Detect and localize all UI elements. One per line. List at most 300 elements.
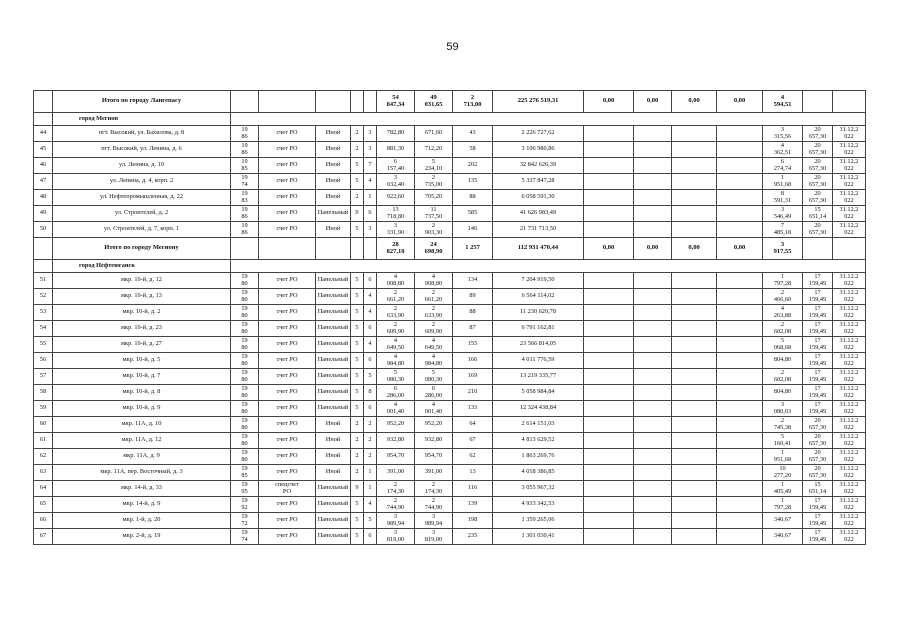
empty-cell [316, 238, 351, 260]
row-number: 60 [34, 417, 53, 433]
entrances: 2 [364, 449, 377, 465]
deadline: 31.12.2 022 [833, 529, 866, 545]
deadline: 31.12.2 022 [833, 337, 866, 353]
entrances: 2 [364, 417, 377, 433]
table-row [34, 369, 866, 385]
area-total: 13 718,80 [377, 206, 415, 222]
max-unit-cost: 17 159,49 [803, 321, 833, 337]
residents: 198 [453, 513, 493, 529]
empty-cell [717, 465, 763, 481]
table-row [34, 529, 866, 545]
table-row [34, 401, 866, 417]
empty-cell [584, 206, 634, 222]
area-living: 2 744,90 [415, 497, 453, 513]
year-built: 19 80 [231, 369, 259, 385]
table-row [34, 481, 866, 497]
empty-cell [634, 449, 672, 465]
empty-cell [34, 91, 53, 113]
max-unit-cost: 20 657,30 [803, 190, 833, 206]
empty-cell [634, 289, 672, 305]
empty-cell [717, 158, 763, 174]
area-living: 2 633,90 [415, 305, 453, 321]
empty-cell [717, 222, 763, 238]
area-total: 3 989,94 [377, 513, 415, 529]
unit-cost: 10 277,20 [763, 465, 803, 481]
area-total: 3 331,90 [377, 222, 415, 238]
fund-method: спецсчет РО [259, 481, 316, 497]
deadline: 31.12.2 022 [833, 174, 866, 190]
empty-cell [717, 206, 763, 222]
floors: 5 [351, 401, 364, 417]
empty-cell [717, 289, 763, 305]
year-built: 19 86 [231, 206, 259, 222]
empty-cell [634, 321, 672, 337]
max-unit-cost: 20 657,30 [803, 433, 833, 449]
floors: 5 [351, 174, 364, 190]
area-living: 2 735,00 [415, 174, 453, 190]
unit-cost: 4 362,51 [763, 142, 803, 158]
fund-method: счет РО [259, 174, 316, 190]
address: мкр. 11А, д. 9 [53, 449, 231, 465]
repair-cost: 2 614 151,03 [493, 417, 584, 433]
empty-cell [672, 529, 717, 545]
total-cost: 112 931 470,44 [493, 238, 584, 260]
unit-cost: 804,80 [763, 385, 803, 401]
year-built: 19 80 [231, 353, 259, 369]
empty-cell [584, 385, 634, 401]
year-built: 19 80 [231, 401, 259, 417]
repair-cost: 6 564 114,02 [493, 289, 584, 305]
empty-cell [717, 369, 763, 385]
wall-material: Иной [316, 174, 351, 190]
area-living: 391,00 [415, 465, 453, 481]
address: ул. Строителей, д. 2 [53, 206, 231, 222]
empty-cell [584, 497, 634, 513]
wall-material: Панельный [316, 337, 351, 353]
table-row [34, 142, 866, 158]
fund-method: счет РО [259, 321, 316, 337]
wall-material: Иной [316, 417, 351, 433]
fund-method: счет РО [259, 222, 316, 238]
deadline: 31.12.2 022 [833, 369, 866, 385]
empty-cell [672, 222, 717, 238]
total-residents: 2 713,00 [453, 91, 493, 113]
empty-cell [351, 238, 364, 260]
area-living: 2 903,30 [415, 222, 453, 238]
deadline: 31.12.2 022 [833, 206, 866, 222]
area-total: 782,80 [377, 126, 415, 142]
repair-cost: 1 863 269,76 [493, 449, 584, 465]
fund-method: счет РО [259, 273, 316, 289]
total-zero-2: 0,00 [634, 91, 672, 113]
floors: 5 [351, 369, 364, 385]
wall-material: Панельный [316, 513, 351, 529]
wall-material: Иной [316, 433, 351, 449]
empty-cell [672, 513, 717, 529]
max-unit-cost: 17 159,49 [803, 337, 833, 353]
floors: 5 [351, 385, 364, 401]
empty-cell [634, 126, 672, 142]
floors: 2 [351, 433, 364, 449]
table-row [34, 305, 866, 321]
empty-cell [672, 305, 717, 321]
floors: 5 [351, 353, 364, 369]
repair-cost: 23 566 814,05 [493, 337, 584, 353]
entrances: 4 [364, 289, 377, 305]
empty-cell [231, 238, 259, 260]
fund-method: счет РО [259, 142, 316, 158]
year-built: 19 74 [231, 174, 259, 190]
row-number: 44 [34, 126, 53, 142]
residents: 202 [453, 158, 493, 174]
area-total: 5 080,30 [377, 369, 415, 385]
row-number: 52 [34, 289, 53, 305]
total-label: Итого по городу Мегиону [53, 238, 231, 260]
empty-cell [634, 158, 672, 174]
address: мкр. 1-й, д. 20 [53, 513, 231, 529]
entrances: 3 [364, 126, 377, 142]
area-total: 2 744,90 [377, 497, 415, 513]
address: мкр. 10-й, д. 13 [53, 289, 231, 305]
row-number: 64 [34, 481, 53, 497]
table-row [34, 206, 866, 222]
address: ул. Ленина, д. 10 [53, 158, 231, 174]
area-living: 2 609,90 [415, 321, 453, 337]
empty-cell [672, 385, 717, 401]
row-number: 51 [34, 273, 53, 289]
table-row [34, 353, 866, 369]
year-built: 19 80 [231, 385, 259, 401]
repair-cost: 4 813 629,52 [493, 433, 584, 449]
empty-cell [634, 417, 672, 433]
deadline: 31.12.2 022 [833, 433, 866, 449]
unit-cost: 1 797,28 [763, 497, 803, 513]
repair-cost: 13 219 335,77 [493, 369, 584, 385]
area-total: 4 001,40 [377, 401, 415, 417]
entrances: 6 [364, 353, 377, 369]
floors: 5 [351, 497, 364, 513]
deadline: 31.12.2 022 [833, 417, 866, 433]
empty-cell [584, 126, 634, 142]
year-built: 19 80 [231, 273, 259, 289]
max-unit-cost: 20 657,30 [803, 465, 833, 481]
repair-cost: 32 842 626,39 [493, 158, 584, 174]
repair-cost: 6 058 591,30 [493, 190, 584, 206]
empty-cell [584, 305, 634, 321]
residents: 58 [453, 142, 493, 158]
total-area-living: 24 698,90 [415, 238, 453, 260]
empty-cell [584, 190, 634, 206]
page-number: 59 [446, 41, 459, 53]
empty-cell [584, 337, 634, 353]
empty-cell [584, 142, 634, 158]
unit-cost: 1 951,68 [763, 174, 803, 190]
floors: 2 [351, 417, 364, 433]
row-number: 61 [34, 433, 53, 449]
floors: 5 [351, 222, 364, 238]
total-zero-1: 0,00 [584, 238, 634, 260]
table-row [34, 433, 866, 449]
empty-cell [351, 91, 364, 113]
wall-material: Панельный [316, 401, 351, 417]
area-living: 4 649,50 [415, 337, 453, 353]
empty-cell [672, 174, 717, 190]
deadline: 31.12.2 022 [833, 513, 866, 529]
entrances: 5 [364, 513, 377, 529]
unit-cost: 6 274,74 [763, 158, 803, 174]
deadline: 31.12.2 022 [833, 142, 866, 158]
wall-material: Панельный [316, 206, 351, 222]
total-area-total: 28 827,10 [377, 238, 415, 260]
empty-cell [717, 273, 763, 289]
area-total: 922,60 [377, 190, 415, 206]
wall-material: Иной [316, 158, 351, 174]
residents: 166 [453, 353, 493, 369]
empty-cell [634, 273, 672, 289]
row-number: 47 [34, 174, 53, 190]
year-built: 19 85 [231, 465, 259, 481]
repair-cost: 1 359 265,06 [493, 513, 584, 529]
capital-repair-table [33, 90, 866, 545]
unit-cost: 804,80 [763, 353, 803, 369]
total-label: Итого по городу Лангепасу [53, 91, 231, 113]
floors: 5 [351, 529, 364, 545]
empty-cell [672, 273, 717, 289]
residents: 235 [453, 529, 493, 545]
unit-cost: 8 591,31 [763, 190, 803, 206]
empty-cell [584, 222, 634, 238]
empty-cell [634, 465, 672, 481]
max-unit-cost: 20 657,30 [803, 222, 833, 238]
year-built: 19 80 [231, 337, 259, 353]
deadline: 31.12.2 022 [833, 126, 866, 142]
unit-cost: 340,67 [763, 513, 803, 529]
fund-method: счет РО [259, 433, 316, 449]
empty-cell [672, 337, 717, 353]
residents: 155 [453, 337, 493, 353]
address: мкр. 11А, д. 12 [53, 433, 231, 449]
empty-cell [672, 401, 717, 417]
wall-material: Панельный [316, 353, 351, 369]
empty-cell [717, 353, 763, 369]
address: пгт. Высокий, ул. Бахилова, д. 8 [53, 126, 231, 142]
fund-method: счет РО [259, 305, 316, 321]
residents: 139 [453, 497, 493, 513]
row-number: 48 [34, 190, 53, 206]
table-row [34, 465, 866, 481]
unit-cost: 1 797,28 [763, 273, 803, 289]
year-built: 19 80 [231, 321, 259, 337]
fund-method: счет РО [259, 190, 316, 206]
residents: 585 [453, 206, 493, 222]
empty-cell [717, 449, 763, 465]
floors: 2 [351, 142, 364, 158]
row-number: 57 [34, 369, 53, 385]
address: ул. Нефтепромышленная, д. 22 [53, 190, 231, 206]
floors: 2 [351, 126, 364, 142]
table-row [34, 513, 866, 529]
area-total: 952,20 [377, 417, 415, 433]
empty-cell [672, 369, 717, 385]
empty-cell [672, 321, 717, 337]
residents: 89 [453, 289, 493, 305]
entrances: 1 [364, 465, 377, 481]
entrances: 4 [364, 337, 377, 353]
deadline: 31.12.2 022 [833, 158, 866, 174]
unit-cost: 340,67 [763, 529, 803, 545]
empty-cell [634, 529, 672, 545]
empty-cell [717, 433, 763, 449]
area-total: 2 661,20 [377, 289, 415, 305]
address: мкр. 10-й, д. 12 [53, 273, 231, 289]
address: мкр. 14-й, д. 33 [53, 481, 231, 497]
unit-cost: 4 263,88 [763, 305, 803, 321]
empty-cell [634, 433, 672, 449]
floors: 2 [351, 449, 364, 465]
wall-material: Панельный [316, 273, 351, 289]
empty-cell [672, 289, 717, 305]
unit-cost: 7 485,18 [763, 222, 803, 238]
entrances: 5 [364, 369, 377, 385]
max-unit-cost: 17 159,49 [803, 513, 833, 529]
fund-method: счет РО [259, 513, 316, 529]
year-built: 19 80 [231, 417, 259, 433]
repair-cost: 1 301 030,41 [493, 529, 584, 545]
year-built: 19 85 [231, 158, 259, 174]
wall-material: Иной [316, 449, 351, 465]
residents: 116 [453, 481, 493, 497]
area-total: 3 819,00 [377, 529, 415, 545]
entrances: 6 [364, 529, 377, 545]
deadline: 31.12.2 022 [833, 481, 866, 497]
wall-material: Иной [316, 465, 351, 481]
empty-cell [231, 113, 866, 126]
empty-cell [634, 337, 672, 353]
total-area-living: 49 031,65 [415, 91, 453, 113]
table-row [34, 321, 866, 337]
empty-cell [584, 289, 634, 305]
wall-material: Панельный [316, 385, 351, 401]
empty-cell [803, 238, 833, 260]
area-living: 2 174,30 [415, 481, 453, 497]
entrances: 1 [364, 481, 377, 497]
area-total: 2 174,30 [377, 481, 415, 497]
table-row [34, 417, 866, 433]
max-unit-cost: 20 657,30 [803, 126, 833, 142]
empty-cell [634, 513, 672, 529]
address: мкр. 10-й, д. 7 [53, 369, 231, 385]
empty-cell [672, 449, 717, 465]
deadline: 31.12.2 022 [833, 401, 866, 417]
table-row [34, 126, 866, 142]
year-built: 19 92 [231, 497, 259, 513]
total-zero-3: 0,00 [672, 91, 717, 113]
repair-cost: 3 055 967,32 [493, 481, 584, 497]
area-total: 6 286,00 [377, 385, 415, 401]
max-unit-cost: 20 657,30 [803, 158, 833, 174]
residents: 134 [453, 273, 493, 289]
empty-cell [584, 273, 634, 289]
deadline: 31.12.2 022 [833, 222, 866, 238]
empty-cell [584, 465, 634, 481]
empty-cell [634, 222, 672, 238]
empty-cell [717, 417, 763, 433]
deadline: 31.12.2 022 [833, 190, 866, 206]
empty-cell [584, 369, 634, 385]
total-zero-4: 0,00 [717, 238, 763, 260]
year-built: 19 86 [231, 222, 259, 238]
year-built: 19 80 [231, 289, 259, 305]
total-zero-2: 0,00 [634, 238, 672, 260]
repair-cost: 5 337 847,28 [493, 174, 584, 190]
max-unit-cost: 20 657,30 [803, 174, 833, 190]
max-unit-cost: 17 159,49 [803, 497, 833, 513]
unit-cost: 3 080,03 [763, 401, 803, 417]
table-row [34, 273, 866, 289]
total-cost: 225 276 519,31 [493, 91, 584, 113]
address: мкр. 14-й, д. 9 [53, 497, 231, 513]
fund-method: счет РО [259, 497, 316, 513]
repair-cost: 4 011 776,59 [493, 353, 584, 369]
empty-cell [584, 433, 634, 449]
table-row [34, 385, 866, 401]
deadline: 31.12.2 022 [833, 465, 866, 481]
max-unit-cost: 17 159,49 [803, 369, 833, 385]
row-number: 58 [34, 385, 53, 401]
city-header-row [34, 260, 866, 273]
floors: 5 [351, 273, 364, 289]
residents: 87 [453, 321, 493, 337]
empty-cell [672, 465, 717, 481]
empty-cell [634, 481, 672, 497]
empty-cell [717, 321, 763, 337]
year-built: 19 72 [231, 513, 259, 529]
empty-cell [231, 260, 866, 273]
repair-cost: 4 933 342,53 [493, 497, 584, 513]
entrances: 6 [364, 401, 377, 417]
area-total: 6 157,40 [377, 158, 415, 174]
max-unit-cost: 17 159,49 [803, 529, 833, 545]
empty-cell [584, 321, 634, 337]
empty-cell [717, 337, 763, 353]
table-row [34, 190, 866, 206]
row-number: 65 [34, 497, 53, 513]
empty-cell [717, 497, 763, 513]
unit-cost: 1 951,68 [763, 449, 803, 465]
area-total: 954,70 [377, 449, 415, 465]
max-unit-cost: 17 159,49 [803, 273, 833, 289]
address: мкр. 11А, пер. Восточный, д. 3 [53, 465, 231, 481]
year-built: 19 74 [231, 529, 259, 545]
fund-method: счет РО [259, 401, 316, 417]
row-number: 55 [34, 337, 53, 353]
row-number: 67 [34, 529, 53, 545]
entrances: 6 [364, 321, 377, 337]
max-unit-cost: 20 657,30 [803, 142, 833, 158]
wall-material: Иной [316, 222, 351, 238]
floors: 5 [351, 289, 364, 305]
empty-cell [584, 417, 634, 433]
table-row [34, 449, 866, 465]
floors: 5 [351, 337, 364, 353]
max-unit-cost: 17 159,49 [803, 305, 833, 321]
floors: 5 [351, 158, 364, 174]
year-built: 19 86 [231, 142, 259, 158]
area-living: 3 819,00 [415, 529, 453, 545]
unit-cost: 5 068,68 [763, 337, 803, 353]
empty-cell [34, 113, 53, 126]
empty-cell [672, 497, 717, 513]
